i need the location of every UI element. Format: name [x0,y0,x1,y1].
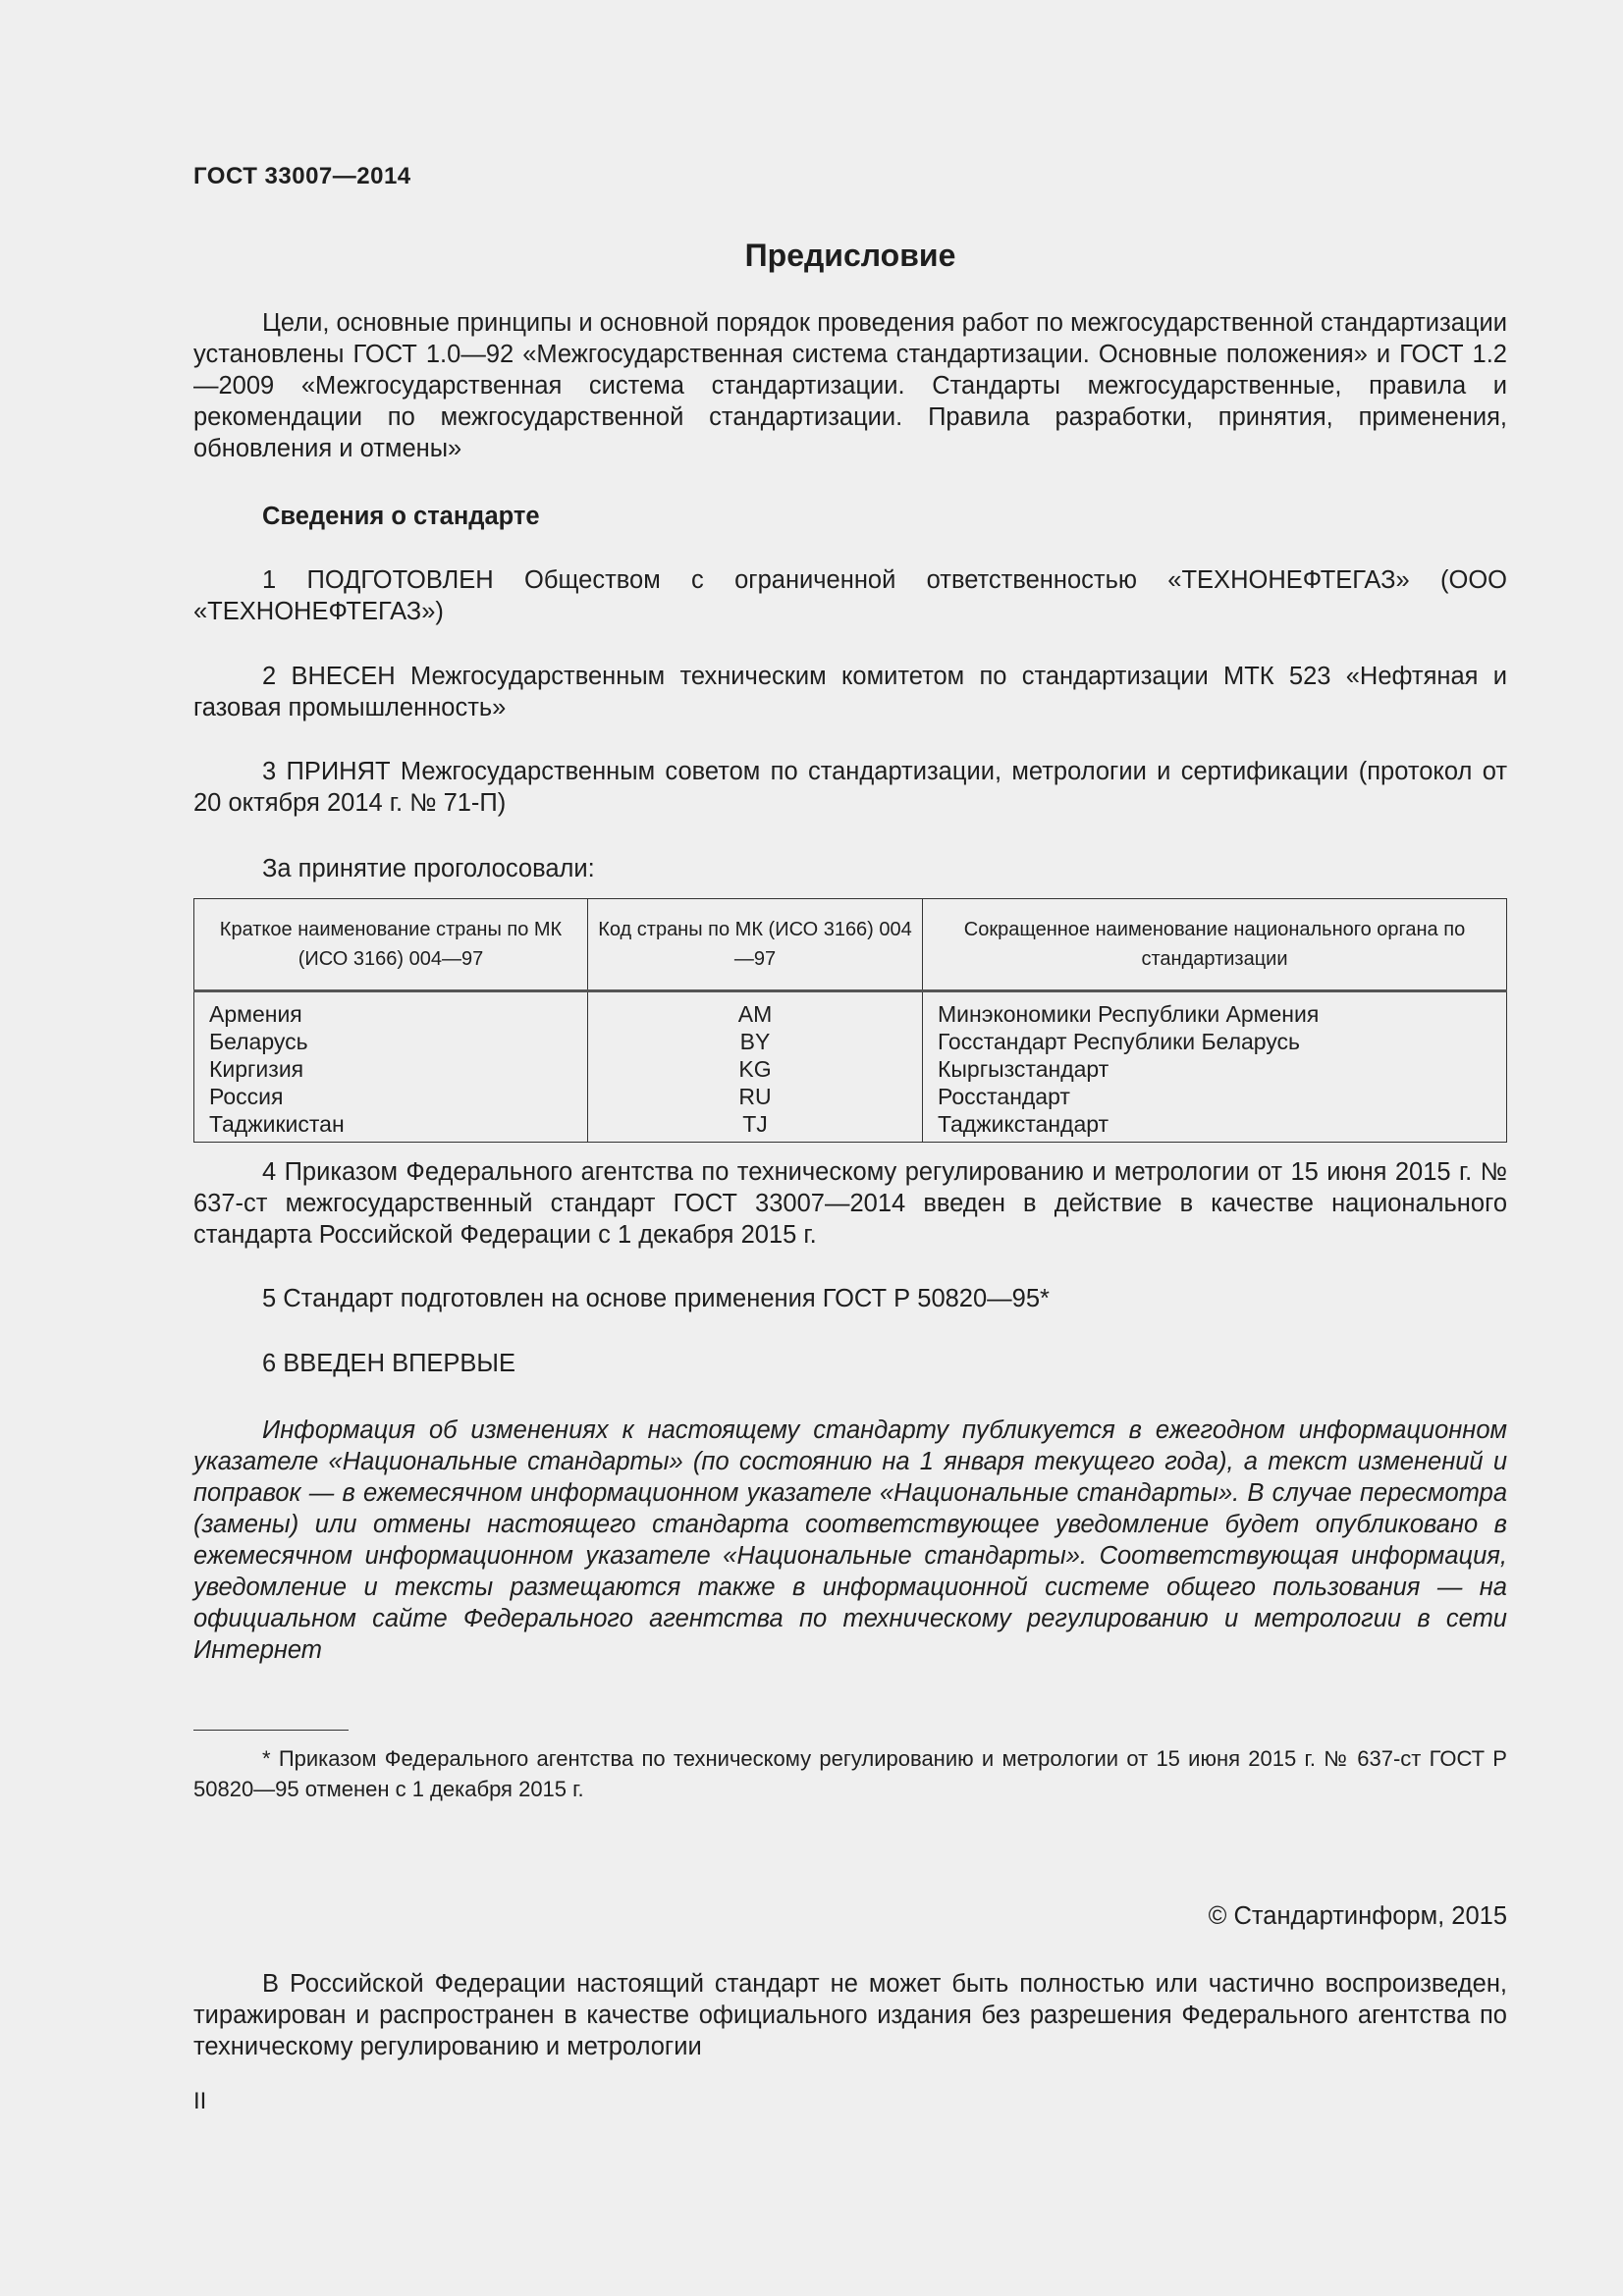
country-name: Киргизия [209,1056,304,1082]
national-bodies-cell [923,991,1507,1143]
section-heading: Сведения о стандарте [262,503,540,530]
change-info-paragraph: Информация об изменениях к настоящему стандарту публикуется в ежегодном информационном указателе «Национальные стандарты» (по состоянию на 1 января текущего года), а текст изменений и поправок — в ежемесячном информационном указателе «Национальные стандарты». В случае пересмотра (замены) или отмены настоящего стандарта соответствующее уведомление будет опубликовано в ежемесячном информационном указателе «Национальные стандарты». Соответствующая информация, уведомление и тексты размещаются также в информационной системе общего пользования — на официальном сайте Федерального агентства по техническому регулированию и метрологии в сети Интернет [193,1416,1507,1664]
page-title: Предисловие [744,238,956,273]
national-body: Госстандарт Республики Беларусь [938,1029,1301,1054]
footnote: * Приказом Федерального агентства по техническому регулированию и метрологии от 15 июня 2015 г. № 637-ст ГОСТ Р 50820—95 отменен с 1 декабря 2015 г. [193,1746,1507,1801]
vote-label: За принятие проголосовали: [262,855,595,882]
item-1: 1 ПОДГОТОВЛЕН Обществом с ограниченной ответственностью «ТЕХНОНЕФТЕГАЗ» (ООО «ТЕХНОНЕФТЕГАЗ») [193,566,1507,625]
item-3: 3 ПРИНЯТ Межгосударственным советом по стандартизации, метрологии и сертификации (протокол от 20 октября 2014 г. № 71-П) [193,758,1507,817]
copyright: © Стандартинформ, 2015 [1208,1902,1507,1930]
footnote-divider [193,1730,349,1731]
country-code: KG [738,1056,772,1082]
header-country-code: Код страны по МК (ИСО 3166) 004—97 [588,899,923,991]
voting-table [193,898,1507,1143]
rights-notice: В Российской Федерации настоящий стандарт не может быть полностью или частично воспроизведен, тиражирован и распространен в качестве официального издания без разрешения Федерального агентства по техническому регулированию и метрологии [193,1970,1507,2060]
country-code: AM [737,1001,773,1027]
header-national-body: Сокращенное наименование национального органа по стандартизации [923,899,1507,991]
intro-paragraph: Цели, основные принципы и основной порядок проведения работ по межгосударственной стандартизации установлены ГОСТ 1.0—92 «Межгосударственная система стандартизации. Основные положения» и ГОСТ 1.2—2009 «Межгосударственная система стандартизации. Стандарты межгосударственные, правила и рекомендации по межгосударственной стандартизации. Правила разработки, принятия, применения, обновления и отмены» [193,309,1507,462]
national-body: Кыргызстандарт [938,1056,1109,1082]
country-code: RU [738,1084,772,1109]
national-body: Росстандарт [938,1084,1070,1109]
document-code: ГОСТ 33007—2014 [193,163,411,189]
table-header-row [194,899,1507,991]
national-body: Таджикстандарт [938,1111,1109,1137]
country-name: Таджикистан [209,1111,345,1137]
item-6: 6 ВВЕДЕН ВПЕРВЫЕ [262,1350,516,1377]
item-5: 5 Стандарт подготовлен на основе применения ГОСТ Р 50820—95* [262,1285,1050,1312]
national-body: Минэкономики Республики Армения [938,1001,1320,1027]
header-country-name: Краткое наименование страны по МК (ИСО 3166) 004—97 [194,899,588,991]
country-name: Армения [209,1001,302,1027]
table-row [194,991,1507,1143]
page-number: II [193,2088,207,2114]
country-names-cell [194,991,588,1143]
country-codes-cell [588,991,923,1143]
country-code: BY [739,1029,771,1054]
item-4: 4 Приказом Федерального агентства по техническому регулированию и метрологии от 15 июня 2015 г. № 637-ст межгосударственный стандарт ГОСТ 33007—2014 введен в действие в качестве национального стандарта Российской Федерации с 1 декабря 2015 г. [193,1158,1507,1249]
item-2: 2 ВНЕСЕН Межгосударственным техническим комитетом по стандартизации МТК 523 «Нефтяная и газовая промышленность» [193,663,1507,721]
country-name: Россия [209,1084,284,1109]
country-name: Беларусь [209,1029,308,1054]
country-code: TJ [742,1111,768,1137]
